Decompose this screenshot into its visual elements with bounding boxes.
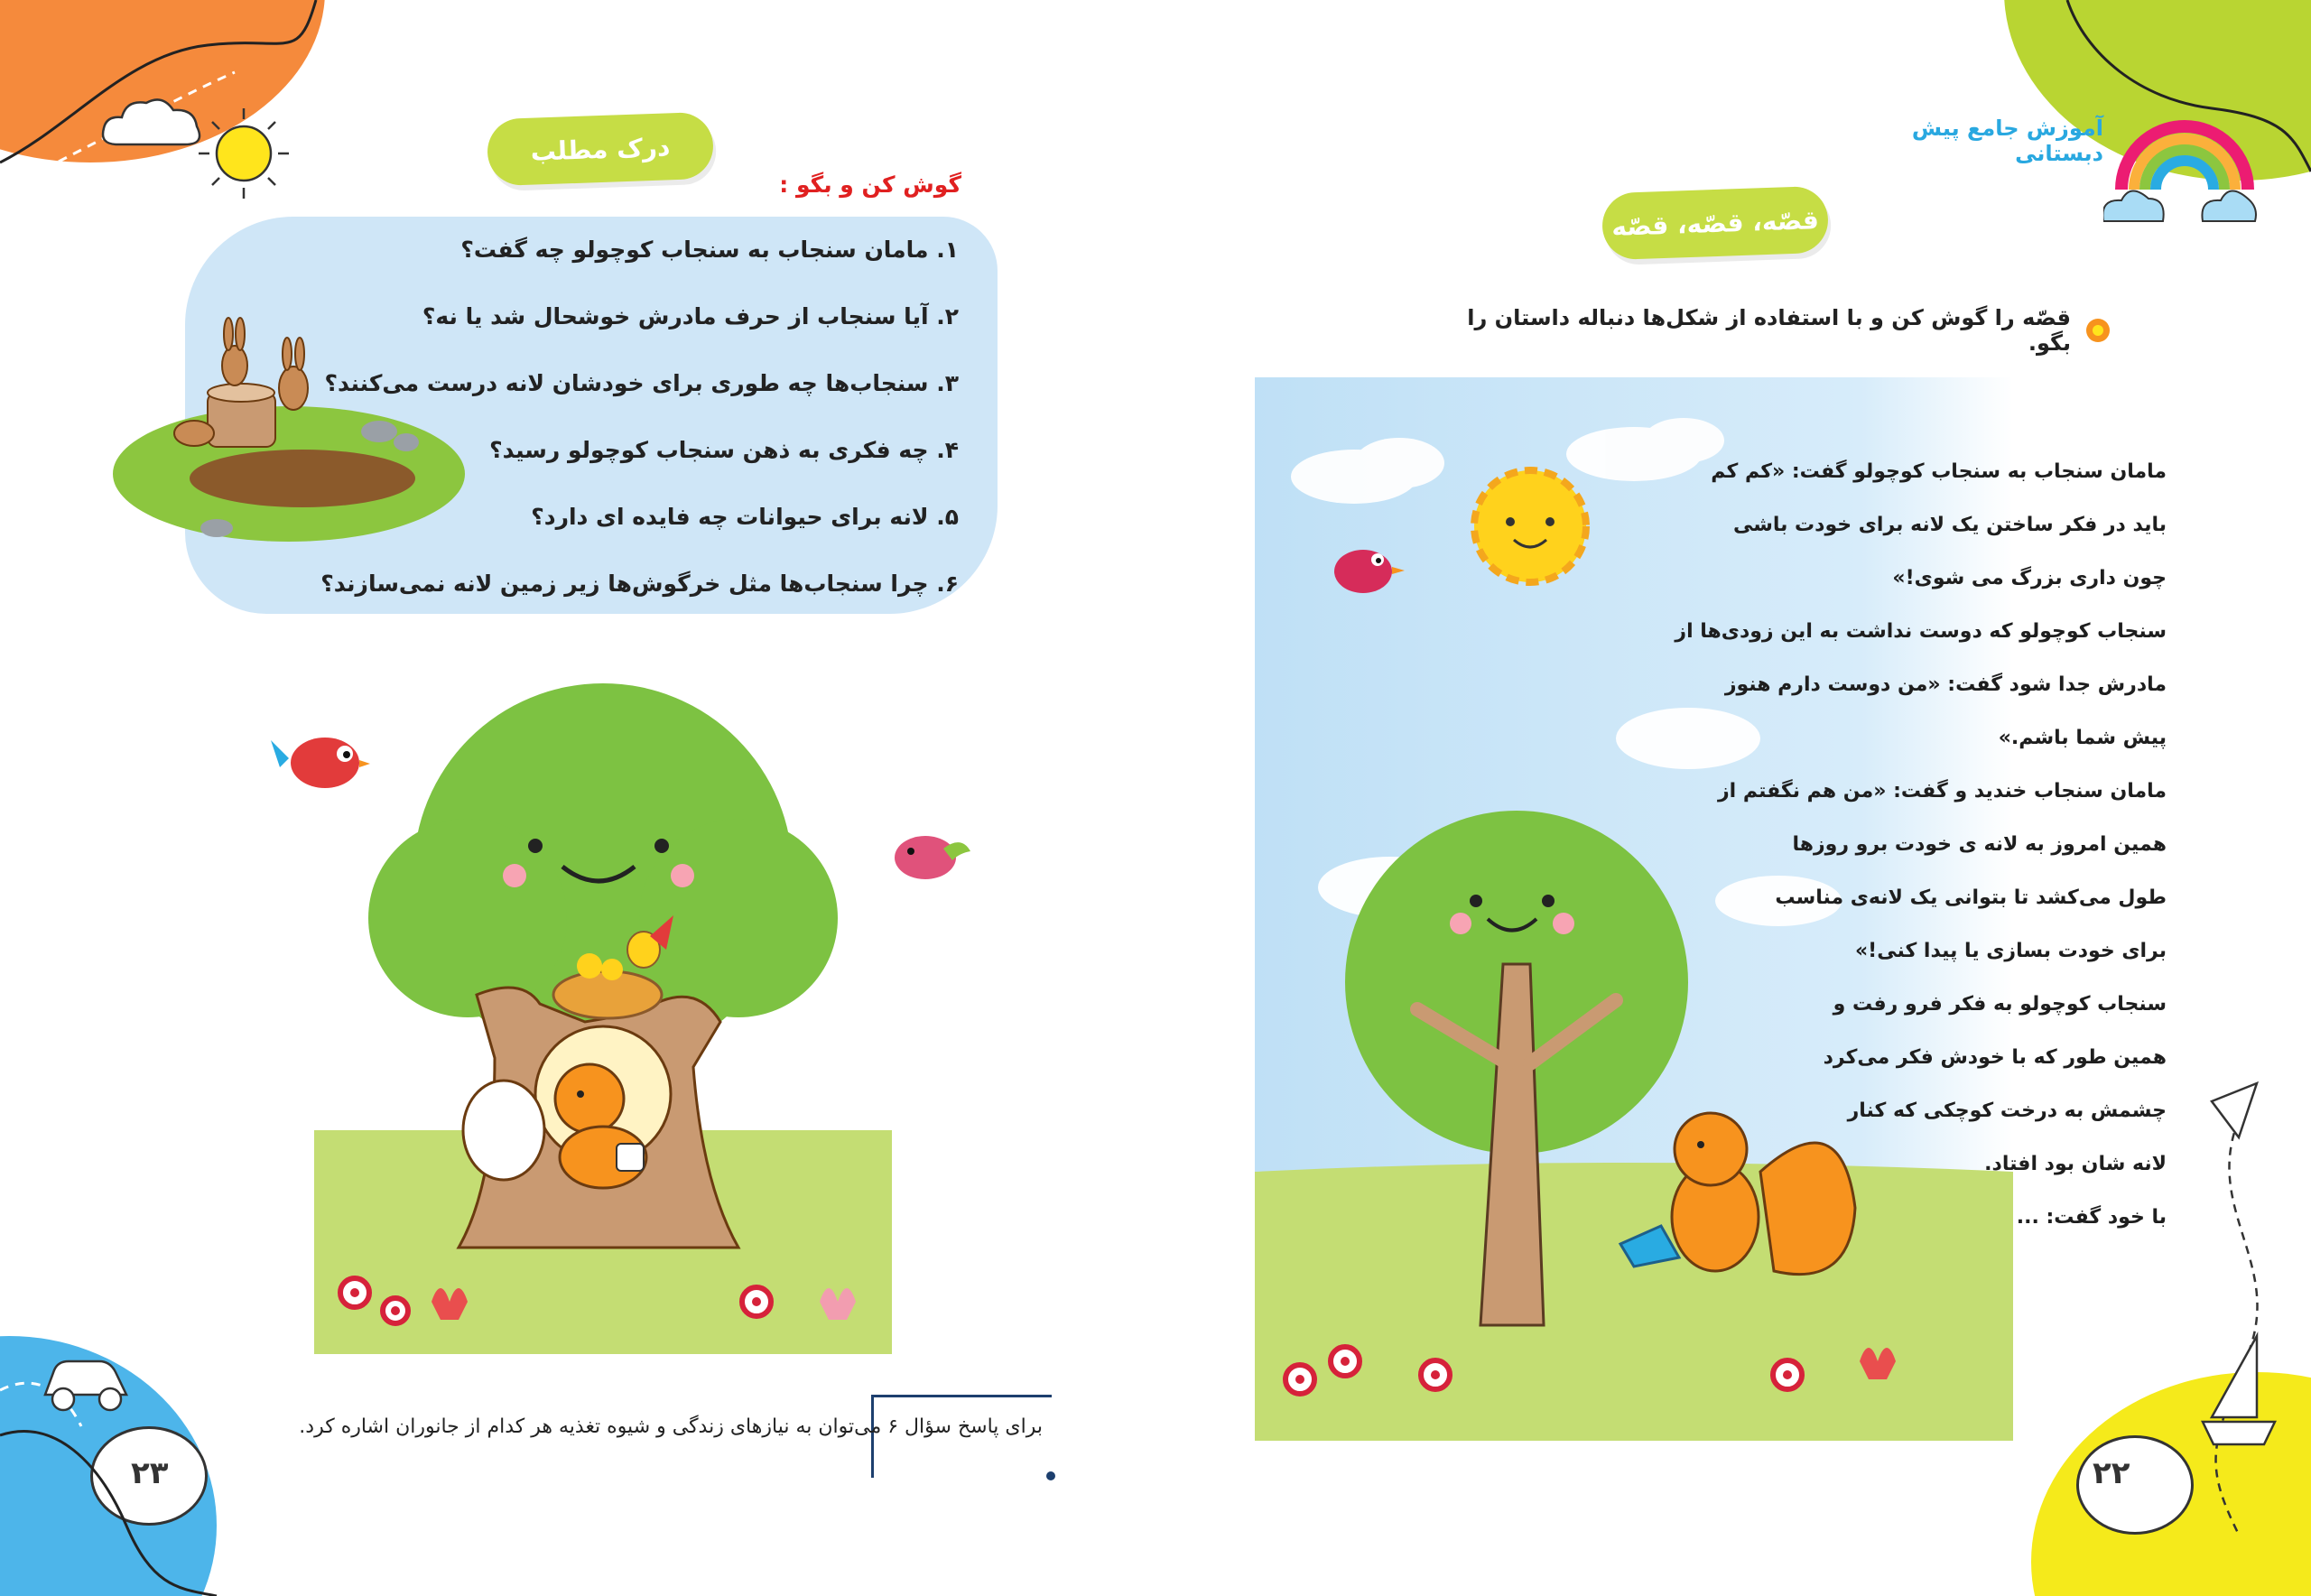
story-line: پیش شما باشم.»	[1998, 727, 2167, 749]
story-line: با خود گفت: ...	[2016, 1206, 2167, 1229]
series-title: آموزش جامع پیش دبستانی	[1911, 116, 2103, 166]
paper-plane-icon	[2212, 1083, 2257, 1137]
question-item: ۳. سنجاب‌ها چه طوری برای خودشان لانه درست می‌کنند؟	[324, 370, 959, 396]
sailboat-icon	[2203, 1336, 2275, 1444]
story-line: باید در فکر ساختن یک لانه برای خودت باشی	[1732, 514, 2167, 536]
story-text	[1354, 451, 2167, 1264]
question-item: ۵. لانه برای حیوانات چه فایده ای دارد؟	[531, 504, 959, 530]
question-item: ۲. آیا سنجاب از حرف مادرش خوشحال شد یا نه؟	[422, 303, 959, 329]
story-line: چون داری بزرگ می شوی!»	[1892, 567, 2167, 589]
question-item: ۴. چه فکری به ذهن سنجاب کوچولو رسید؟	[489, 437, 959, 463]
story-instruction	[1426, 305, 2112, 356]
teacher-note: برای پاسخ سؤال ۶ می‌توان به نیازهای زندگی و شیوه تغذیه هر کدام از جانوران اشاره کرد.	[299, 1415, 1043, 1438]
story-line: سنجاب کوچولو به فکر فرو رفت و	[1833, 993, 2167, 1016]
flower-bullet-icon	[2084, 316, 2112, 345]
dashed-path-decoration	[2167, 1065, 2311, 1596]
comprehension-subtitle: گوش کن و بگو :	[779, 172, 961, 198]
teacher-note-dot	[1046, 1471, 1055, 1480]
instruction-text: قصّه را گوش کن و با استفاده از شکل‌ها دنباله داستان را بگو.	[1467, 305, 2071, 356]
tree-nest-illustration	[314, 679, 892, 1354]
story-line: برای خودت بسازی یا پیدا کنی!»	[1854, 940, 2167, 962]
question-item: ۶. چرا سنجاب‌ها مثل خرگوش‌ها زیر زمین لانه نمی‌سازند؟	[320, 571, 959, 597]
section-title-comprehension: درک مطلب	[487, 112, 714, 187]
tree-squirrel-scene	[314, 679, 892, 1354]
page-number-right: ۲۲	[2093, 1455, 2130, 1491]
story-line: چشمش به درخت کوچکی که کنار	[1847, 1100, 2167, 1122]
story-line: مادرش جدا شود گفت: «من دوست دارم هنوز	[1724, 673, 2167, 696]
rainbow-icon	[2103, 72, 2257, 226]
story-line: لانه شان بود افتاد.	[1984, 1153, 2167, 1175]
sun-icon	[190, 99, 298, 208]
story-line: همین طور که با خودش فکر می‌کرد	[1823, 1046, 2167, 1069]
section-title-story: قصّه، قصّه، قصّه	[1601, 186, 1829, 261]
questions-list	[271, 237, 959, 616]
story-line: همین امروز به لانه ی خودت برو روزها	[1792, 833, 2167, 856]
story-line: مامان سنجاب به سنجاب کوچولو گفت: «کم کم	[1711, 460, 2167, 483]
cup-icon	[617, 1144, 644, 1171]
pink-bird-icon	[880, 817, 979, 889]
story-line: طول می‌کشد تا بتوانی یک لانه‌ی مناسب	[1775, 886, 2167, 909]
story-line: سنجاب کوچولو که دوست نداشت به این زودی‌ها از	[1675, 620, 2167, 643]
toy-car-icon	[36, 1345, 135, 1417]
story-line: مامان سنجاب خندید و گفت: «من هم نگفتم از	[1717, 780, 2167, 803]
question-item: ۱. مامان سنجاب به سنجاب کوچولو چه گفت؟	[460, 237, 959, 263]
page-number-left: ۲۳	[131, 1455, 169, 1491]
